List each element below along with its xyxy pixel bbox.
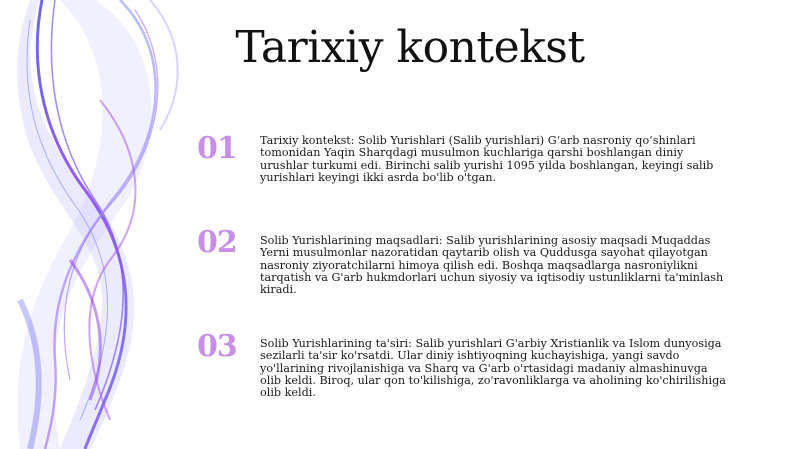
item-text: Tarixiy kontekst: Solib Yurishlari (Salib yurishlari) G‘arb nasroniy qo‘shinlari tomonidan Yaqin Sharqdagi musulmon kuchlariga qarshi boshlangan diniy urushlar turkumi edi. Birinchi salib yurishi 1095 yilda boshlangan, keyingi salib yurishlari keyingi ikki asrda bo'lib o'tgan. (260, 134, 714, 184)
slide-title: Tarixiy kontekst (235, 22, 585, 73)
item-number: 03 (197, 329, 237, 364)
item-text: Solib Yurishlarining ta'siri: Salib yurishlari G'arbiy Xristianlik va Islom dunyosiga sezilarli ta'sir ko'rsatdi. Ular diniy ishtiyoqning kuchayishiga, yangi savdo yo'llarining rivojlanishiga va Sharq va G'arb o'rtasidagi madaniy almashinuvga olib keldi. Biroq, ular qon to'kilishiga, zo'ravonliklarga va aholining ko'chirilishiga olib keldi. (260, 337, 726, 400)
item-number: 02 (197, 225, 237, 260)
item-text: Solib Yurishlarining maqsadlari: Salib yurishlarining asosiy maqsadi Muqaddas Yerni musulmonlar nazoratidan qaytarib olish va Quddusga sayohat qilayotgan nasroniy ziyoratchilarni himoya qilish edi. Boshqa maqsadlarga nasroniylikni tarqatish va G'arb hukmdorlari uchun siyosiy va iqtisodiy ustunliklarni ta'minlash kiradi. (260, 234, 724, 297)
item-number: 01 (197, 131, 237, 166)
